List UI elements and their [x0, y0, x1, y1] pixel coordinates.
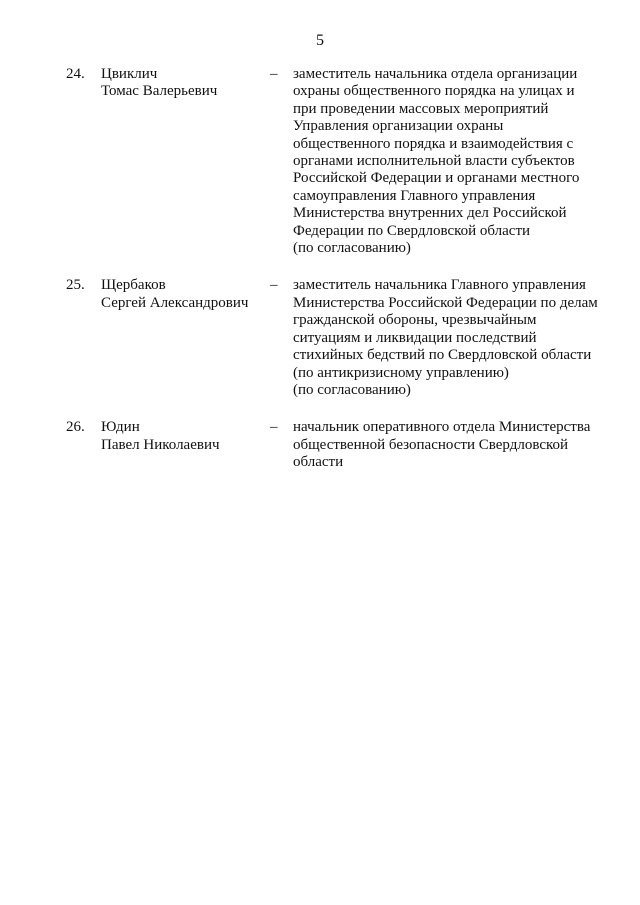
person-surname: Юдин — [101, 419, 140, 436]
dash-separator: – — [270, 66, 278, 82]
description-line: при проведении массовых мероприятий — [293, 100, 549, 117]
person-given-names: Томас Валерьевич — [101, 83, 218, 100]
description-line: ситуациям и ликвидации последствий — [293, 329, 537, 346]
dash-separator: – — [270, 419, 278, 436]
entry-number: 25. — [66, 277, 85, 294]
list-item — [0, 277, 640, 399]
position-description — [293, 277, 598, 399]
page-number: 5 — [316, 32, 324, 49]
description-line: области — [293, 454, 344, 471]
description-line: Министерства Российской Федерации по делам — [293, 294, 598, 311]
description-line: органами исполнительной власти субъектов — [293, 153, 575, 170]
description-line: (по согласованию) — [293, 240, 411, 257]
description-line: (по согласованию) — [293, 381, 411, 398]
description-line: Федерации по Свердловской области — [293, 222, 531, 239]
description-line: заместитель начальника отдела организации — [293, 66, 578, 82]
position-description — [293, 419, 593, 471]
description-line: заместитель начальника Главного управления — [293, 277, 586, 294]
person-given-names: Сергей Александрович — [101, 294, 249, 311]
description-line: Управления организации охраны — [293, 118, 504, 135]
dash-separator: – — [270, 277, 278, 294]
person-surname: Цвиклич — [101, 66, 158, 82]
description-line: Российской Федерации и органами местного — [293, 170, 580, 187]
description-line: стихийных бедствий по Свердловской области — [293, 347, 592, 364]
entry-number: 24. — [66, 66, 85, 82]
description-line: общественной безопасности Свердловской — [293, 436, 569, 453]
description-line: начальник оперативного отдела Министерства — [293, 419, 591, 436]
entry-number: 26. — [66, 419, 85, 436]
person-name — [101, 277, 266, 312]
person-surname: Щербаков — [101, 277, 166, 294]
position-description — [293, 66, 593, 257]
description-line: гражданской обороны, чрезвычайным — [293, 312, 537, 329]
person-name — [101, 419, 266, 454]
person-name — [101, 66, 266, 101]
list-item — [0, 66, 640, 257]
member-list — [0, 66, 640, 472]
description-line: самоуправления Главного управления — [293, 187, 536, 204]
description-line: общественного порядка и взаимодействия с — [293, 135, 574, 152]
description-line: Министерства внутренних дел Российской — [293, 205, 567, 222]
description-line: охраны общественного порядка на улицах и — [293, 83, 575, 100]
list-item — [0, 419, 640, 471]
person-given-names: Павел Николаевич — [101, 436, 220, 453]
description-line: (по антикризисному управлению) — [293, 364, 509, 381]
